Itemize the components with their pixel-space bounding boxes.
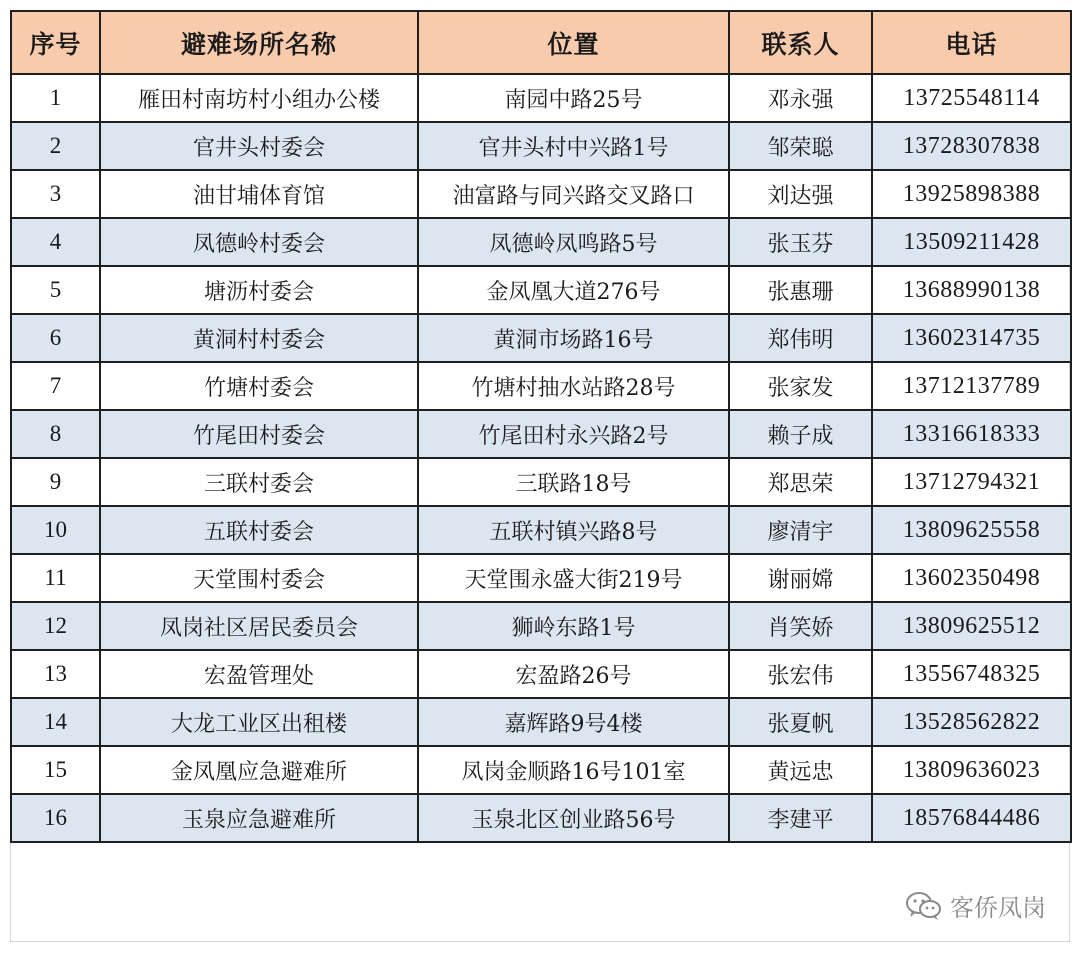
cell-contact: 邹荣聪 xyxy=(729,122,872,170)
cell-contact: 黄远忠 xyxy=(729,746,872,794)
cell-location: 竹尾田村永兴路2号 xyxy=(418,410,729,458)
cell-contact: 邓永强 xyxy=(729,74,872,122)
cell-contact: 张宏伟 xyxy=(729,650,872,698)
cell-phone: 13712137789 xyxy=(872,362,1071,410)
cell-contact: 张夏帆 xyxy=(729,698,872,746)
cell-shelter-name: 塘沥村委会 xyxy=(100,266,418,314)
cell-shelter-name: 凤德岭村委会 xyxy=(100,218,418,266)
cell-location: 狮岭东路1号 xyxy=(418,602,729,650)
header-location: 位置 xyxy=(418,11,729,74)
header-phone: 电话 xyxy=(872,11,1071,74)
table-row xyxy=(11,122,1071,170)
cell-index: 9 xyxy=(11,458,100,506)
table-row xyxy=(11,410,1071,458)
cell-phone: 13725548114 xyxy=(872,74,1071,122)
cell-shelter-name: 三联村委会 xyxy=(100,458,418,506)
table-row xyxy=(11,218,1071,266)
cell-phone: 13712794321 xyxy=(872,458,1071,506)
cell-shelter-name: 天堂围村委会 xyxy=(100,554,418,602)
shelter-table xyxy=(10,10,1072,843)
cell-contact: 李建平 xyxy=(729,794,872,842)
cell-index: 7 xyxy=(11,362,100,410)
cell-shelter-name: 玉泉应急避难所 xyxy=(100,794,418,842)
cell-index: 6 xyxy=(11,314,100,362)
wechat-icon xyxy=(904,890,944,922)
cell-location: 金凤凰大道276号 xyxy=(418,266,729,314)
cell-phone: 13528562822 xyxy=(872,698,1071,746)
table-row xyxy=(11,554,1071,602)
cell-shelter-name: 官井头村委会 xyxy=(100,122,418,170)
cell-shelter-name: 黄洞村村委会 xyxy=(100,314,418,362)
table-row xyxy=(11,74,1071,122)
table-row xyxy=(11,170,1071,218)
cell-contact: 刘达强 xyxy=(729,170,872,218)
cell-location: 黄洞市场路16号 xyxy=(418,314,729,362)
table-header-row xyxy=(11,11,1071,74)
cell-contact: 谢丽嫦 xyxy=(729,554,872,602)
cell-contact: 张家发 xyxy=(729,362,872,410)
cell-contact: 张玉芬 xyxy=(729,218,872,266)
table-row xyxy=(11,314,1071,362)
cell-shelter-name: 大龙工业区出租楼 xyxy=(100,698,418,746)
cell-phone: 13809625512 xyxy=(872,602,1071,650)
table-row xyxy=(11,266,1071,314)
header-shelter-name: 避难场所名称 xyxy=(100,11,418,74)
cell-phone: 18576844486 xyxy=(872,794,1071,842)
cell-phone: 13809625558 xyxy=(872,506,1071,554)
table-row xyxy=(11,746,1071,794)
table-row xyxy=(11,506,1071,554)
cell-index: 16 xyxy=(11,794,100,842)
table-row xyxy=(11,602,1071,650)
table-row xyxy=(11,650,1071,698)
cell-contact: 廖清宇 xyxy=(729,506,872,554)
cell-location: 油富路与同兴路交叉路口 xyxy=(418,170,729,218)
cell-location: 竹塘村抽水站路28号 xyxy=(418,362,729,410)
cell-location: 五联村镇兴路8号 xyxy=(418,506,729,554)
header-contact: 联系人 xyxy=(729,11,872,74)
cell-shelter-name: 金凤凰应急避难所 xyxy=(100,746,418,794)
cell-phone: 13688990138 xyxy=(872,266,1071,314)
cell-phone: 13509211428 xyxy=(872,218,1071,266)
cell-phone: 13925898388 xyxy=(872,170,1071,218)
cell-index: 1 xyxy=(11,74,100,122)
cell-shelter-name: 凤岗社区居民委员会 xyxy=(100,602,418,650)
cell-phone: 13316618333 xyxy=(872,410,1071,458)
cell-contact: 赖子成 xyxy=(729,410,872,458)
cell-shelter-name: 宏盈管理处 xyxy=(100,650,418,698)
cell-shelter-name: 油甘埔体育馆 xyxy=(100,170,418,218)
cell-shelter-name: 竹塘村委会 xyxy=(100,362,418,410)
cell-location: 宏盈路26号 xyxy=(418,650,729,698)
cell-location: 官井头村中兴路1号 xyxy=(418,122,729,170)
table-row xyxy=(11,362,1071,410)
cell-location: 三联路18号 xyxy=(418,458,729,506)
table-row xyxy=(11,794,1071,842)
cell-location: 凤德岭凤鸣路5号 xyxy=(418,218,729,266)
cell-location: 凤岗金顺路16号101室 xyxy=(418,746,729,794)
cell-index: 3 xyxy=(11,170,100,218)
cell-contact: 郑思荣 xyxy=(729,458,872,506)
header-index: 序号 xyxy=(11,11,100,74)
cell-index: 12 xyxy=(11,602,100,650)
cell-contact: 肖笑娇 xyxy=(729,602,872,650)
cell-index: 8 xyxy=(11,410,100,458)
cell-location: 南园中路25号 xyxy=(418,74,729,122)
cell-shelter-name: 五联村委会 xyxy=(100,506,418,554)
cell-index: 10 xyxy=(11,506,100,554)
cell-phone: 13602314735 xyxy=(872,314,1071,362)
cell-location: 玉泉北区创业路56号 xyxy=(418,794,729,842)
watermark xyxy=(904,888,1046,923)
cell-index: 2 xyxy=(11,122,100,170)
cell-contact: 张惠珊 xyxy=(729,266,872,314)
cell-index: 4 xyxy=(11,218,100,266)
table-row xyxy=(11,458,1071,506)
cell-index: 11 xyxy=(11,554,100,602)
cell-index: 14 xyxy=(11,698,100,746)
table-row xyxy=(11,698,1071,746)
cell-phone: 13602350498 xyxy=(872,554,1071,602)
watermark-text: 客侨凤岗 xyxy=(950,894,1046,922)
cell-phone: 13809636023 xyxy=(872,746,1071,794)
cell-phone: 13556748325 xyxy=(872,650,1071,698)
cell-location: 嘉辉路9号4楼 xyxy=(418,698,729,746)
cell-index: 13 xyxy=(11,650,100,698)
cell-shelter-name: 竹尾田村委会 xyxy=(100,410,418,458)
cell-location: 天堂围永盛大街219号 xyxy=(418,554,729,602)
cell-contact: 郑伟明 xyxy=(729,314,872,362)
cell-index: 15 xyxy=(11,746,100,794)
cell-phone: 13728307838 xyxy=(872,122,1071,170)
cell-index: 5 xyxy=(11,266,100,314)
cell-shelter-name: 雁田村南坊村小组办公楼 xyxy=(100,74,418,122)
